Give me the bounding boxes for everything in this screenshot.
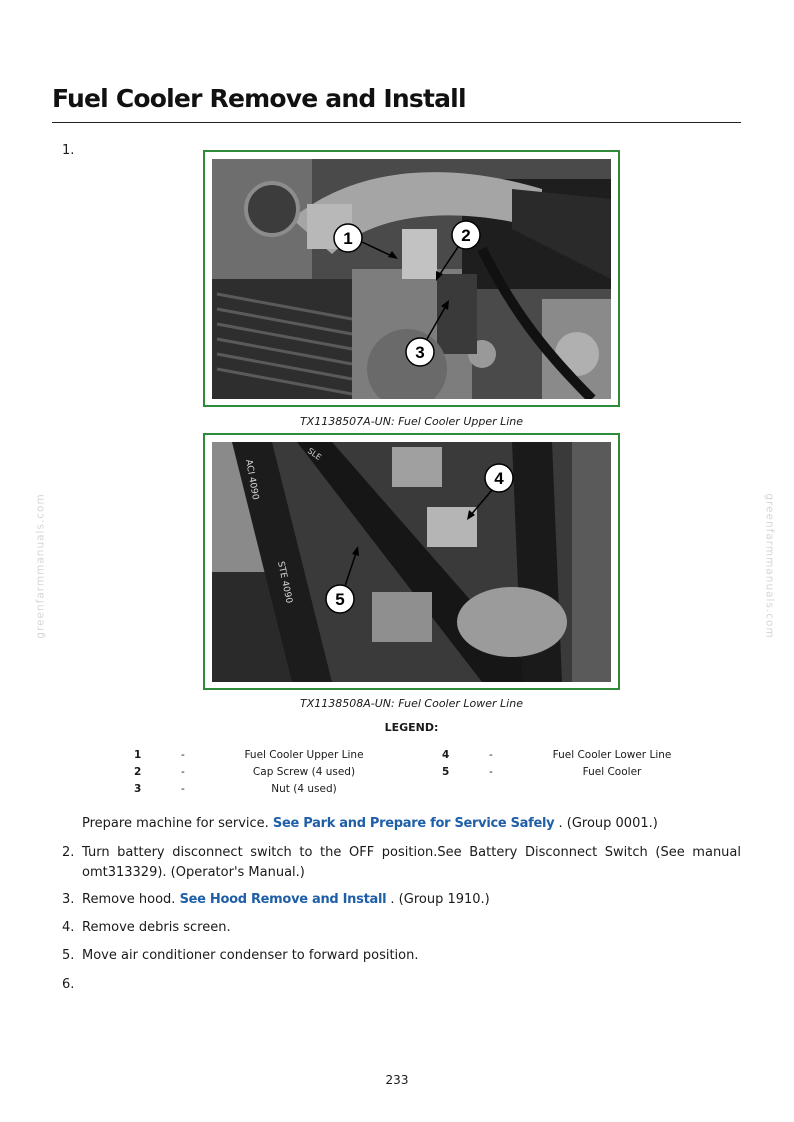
svg-text:4: 4 [494, 469, 504, 488]
figure-caption-lower: TX1138508A-UN: Fuel Cooler Lower Line [300, 697, 523, 710]
step-number-1: 1. [62, 143, 75, 158]
svg-text:1: 1 [343, 229, 353, 248]
legend-label: Fuel Cooler Lower Line [552, 749, 672, 761]
watermark-left: greenfarmmanuals.com [34, 493, 47, 639]
legend-dash: - [181, 749, 185, 761]
legend-number: 1 [134, 749, 142, 761]
prepare-text: Prepare machine for service. [82, 816, 273, 831]
prepare-group-ref: . (Group 0001.) [554, 816, 658, 831]
step-3-text: Remove hood. [82, 892, 180, 907]
lower-line-photo [212, 442, 611, 682]
svg-text:3: 3 [415, 343, 425, 362]
legend-label: Fuel Cooler Upper Line [244, 749, 364, 761]
legend-number: 4 [442, 749, 450, 761]
legend-dash: - [489, 749, 493, 761]
step-text-2: Turn battery disconnect switch to the OFF position.See Battery Disconnect Switch (See manual omt313329). (Operator's Manual.) [82, 845, 741, 880]
hood-remove-link[interactable]: See Hood Remove and Install [179, 892, 387, 907]
figure-lower-line [203, 433, 620, 690]
step-number-2: 2. [62, 845, 75, 860]
legend-number: 2 [134, 766, 142, 778]
title-divider [52, 122, 741, 123]
legend-label: Nut (4 used) [271, 783, 337, 795]
step-text-3 [82, 890, 741, 910]
svg-text:STE 4090: STE 4090 [275, 560, 294, 605]
step-3-group-ref: . (Group 1910.) [386, 892, 490, 907]
legend-label: Fuel Cooler [582, 766, 642, 778]
legend-label: Cap Screw (4 used) [252, 766, 356, 778]
svg-text:5: 5 [335, 590, 345, 609]
upper-line-photo [212, 159, 611, 399]
svg-text:ACI 4090: ACI 4090 [243, 458, 260, 501]
legend-dash: - [489, 766, 493, 778]
svg-text:2: 2 [461, 226, 471, 245]
legend-title: LEGEND: [384, 721, 439, 734]
step-number-3: 3. [62, 892, 75, 907]
park-prepare-link[interactable]: See Park and Prepare for Service Safely [272, 816, 555, 831]
legend-number: 3 [134, 783, 142, 795]
step-text-5: Move air conditioner condenser to forward position. [82, 948, 419, 963]
step-number-5: 5. [62, 948, 75, 963]
step-number-6: 6. [62, 977, 75, 992]
watermark-right: greenfarmmanuals.com [763, 493, 776, 639]
page-number: 233 [385, 1073, 409, 1087]
step-text-4: Remove debris screen. [82, 920, 231, 935]
legend-dash: - [181, 766, 185, 778]
figure-caption-upper: TX1138507A-UN: Fuel Cooler Upper Line [299, 415, 524, 428]
svg-text:SLE: SLE [305, 446, 323, 463]
prepare-paragraph [82, 814, 741, 834]
legend-number: 5 [442, 766, 450, 778]
page-title: Fuel Cooler Remove and Install [52, 84, 466, 113]
step-number-4: 4. [62, 920, 75, 935]
legend-dash: - [181, 783, 185, 795]
figure-upper-line [203, 150, 620, 407]
